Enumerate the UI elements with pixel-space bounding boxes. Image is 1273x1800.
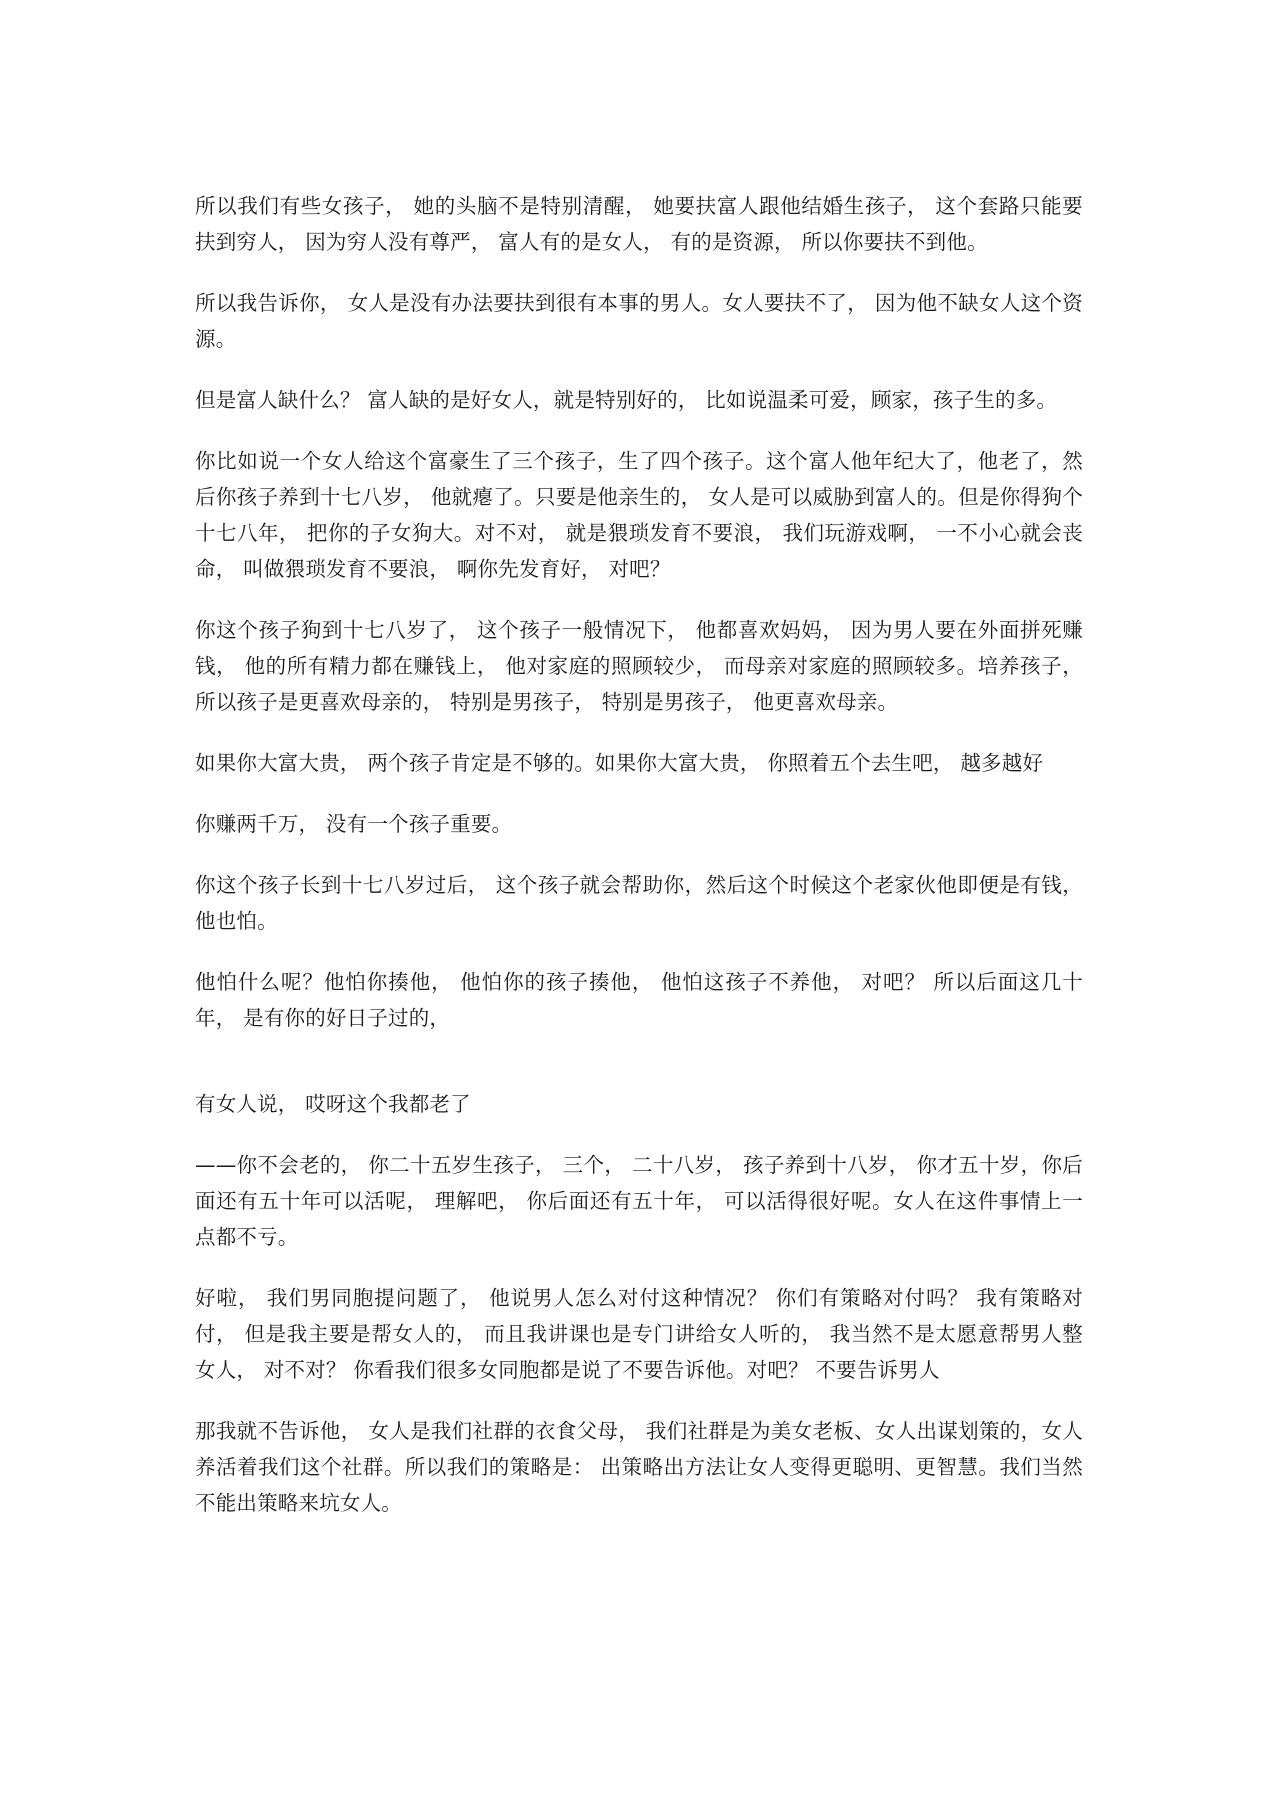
document-page xyxy=(195,188,1083,1546)
paragraph: 他怕什么呢？他怕你揍他， 他怕你的孩子揍他， 他怕这孩子不养他， 对吧？ 所以后面这几十年， 是有你的好日子过的， xyxy=(195,970,1083,1030)
paragraph: 那我就不告诉他， 女人是我们社群的衣食父母， 我们社群是为美女老板、女人出谋划策的，女人养活着我们这个社群。所以我们的策略是： 出策略出方法让女人变得更聪明、更智慧。我们当然不能出策略来坑女人。 xyxy=(195,1419,1083,1515)
paragraph: 但是富人缺什么？ 富人缺的是好女人，就是特别好的， 比如说温柔可爱，顾家，孩子生的多。 xyxy=(195,388,1058,412)
paragraph: ——你不会老的， 你二十五岁生孩子， 三个， 二十八岁， 孩子养到十八岁， 你才五十岁，你后面还有五十年可以活呢， 理解吧， 你后面还有五十年， 可以活得很好呢。女人在这件事情上一点都不亏。 xyxy=(195,1153,1083,1249)
paragraph: 你赚两千万， 没有一个孩子重要。 xyxy=(195,812,513,836)
paragraph: 有女人说， 哎呀这个我都老了 xyxy=(195,1092,471,1116)
paragraph: 你比如说一个女人给这个富豪生了三个孩子，生了四个孩子。这个富人他年纪大了，他老了，然后你孩子养到十七八岁， 他就瘪了。只要是他亲生的， 女人是可以威胁到富人的。但是你得狗个十七八年， 把你的子女狗大。对不对， 就是猥琐发育不要浪， 我们玩游戏啊， 一不小心就会丧命， 叫做猥琐发育不要浪， 啊你先发育好， 对吧？ xyxy=(195,449,1083,581)
paragraph: 好啦， 我们男同胞提问题了， 他说男人怎么对付这种情况？ 你们有策略对付吗？ 我有策略对付， 但是我主要是帮女人的， 而且我讲课也是专门讲给女人听的， 我当然不是太愿意帮男人整女人， 对不对？ 你看我们很多女同胞都是说了不要告诉他。对吧？ 不要告诉男人 xyxy=(195,1286,1083,1382)
paragraph: 所以我们有些女孩子， 她的头脑不是特别清醒， 她要扶富人跟他结婚生孩子， 这个套路只能要扶到穷人， 因为穷人没有尊严， 富人有的是女人， 有的是资源， 所以你要扶不到他。 xyxy=(195,194,1083,254)
paragraph: 你这个孩子狗到十七八岁了， 这个孩子一般情况下， 他都喜欢妈妈， 因为男人要在外面拼死赚钱， 他的所有精力都在赚钱上， 他对家庭的照顾较少， 而母亲对家庭的照顾较多。培养孩子， 所以孩子是更喜欢母亲的， 特别是男孩子， 特别是男孩子， 他更喜欢母亲。 xyxy=(195,618,1083,714)
paragraph: 所以我告诉你， 女人是没有办法要扶到很有本事的男人。女人要扶不了， 因为他不缺女人这个资源。 xyxy=(195,291,1083,351)
paragraph: 你这个孩子长到十七八岁过后， 这个孩子就会帮助你，然后这个时候这个老家伙他即便是有钱， 他也怕。 xyxy=(195,873,1083,933)
paragraph: 如果你大富大贵， 两个孩子肯定是不够的。如果你大富大贵， 你照着五个去生吧， 越多越好 xyxy=(195,751,1044,775)
